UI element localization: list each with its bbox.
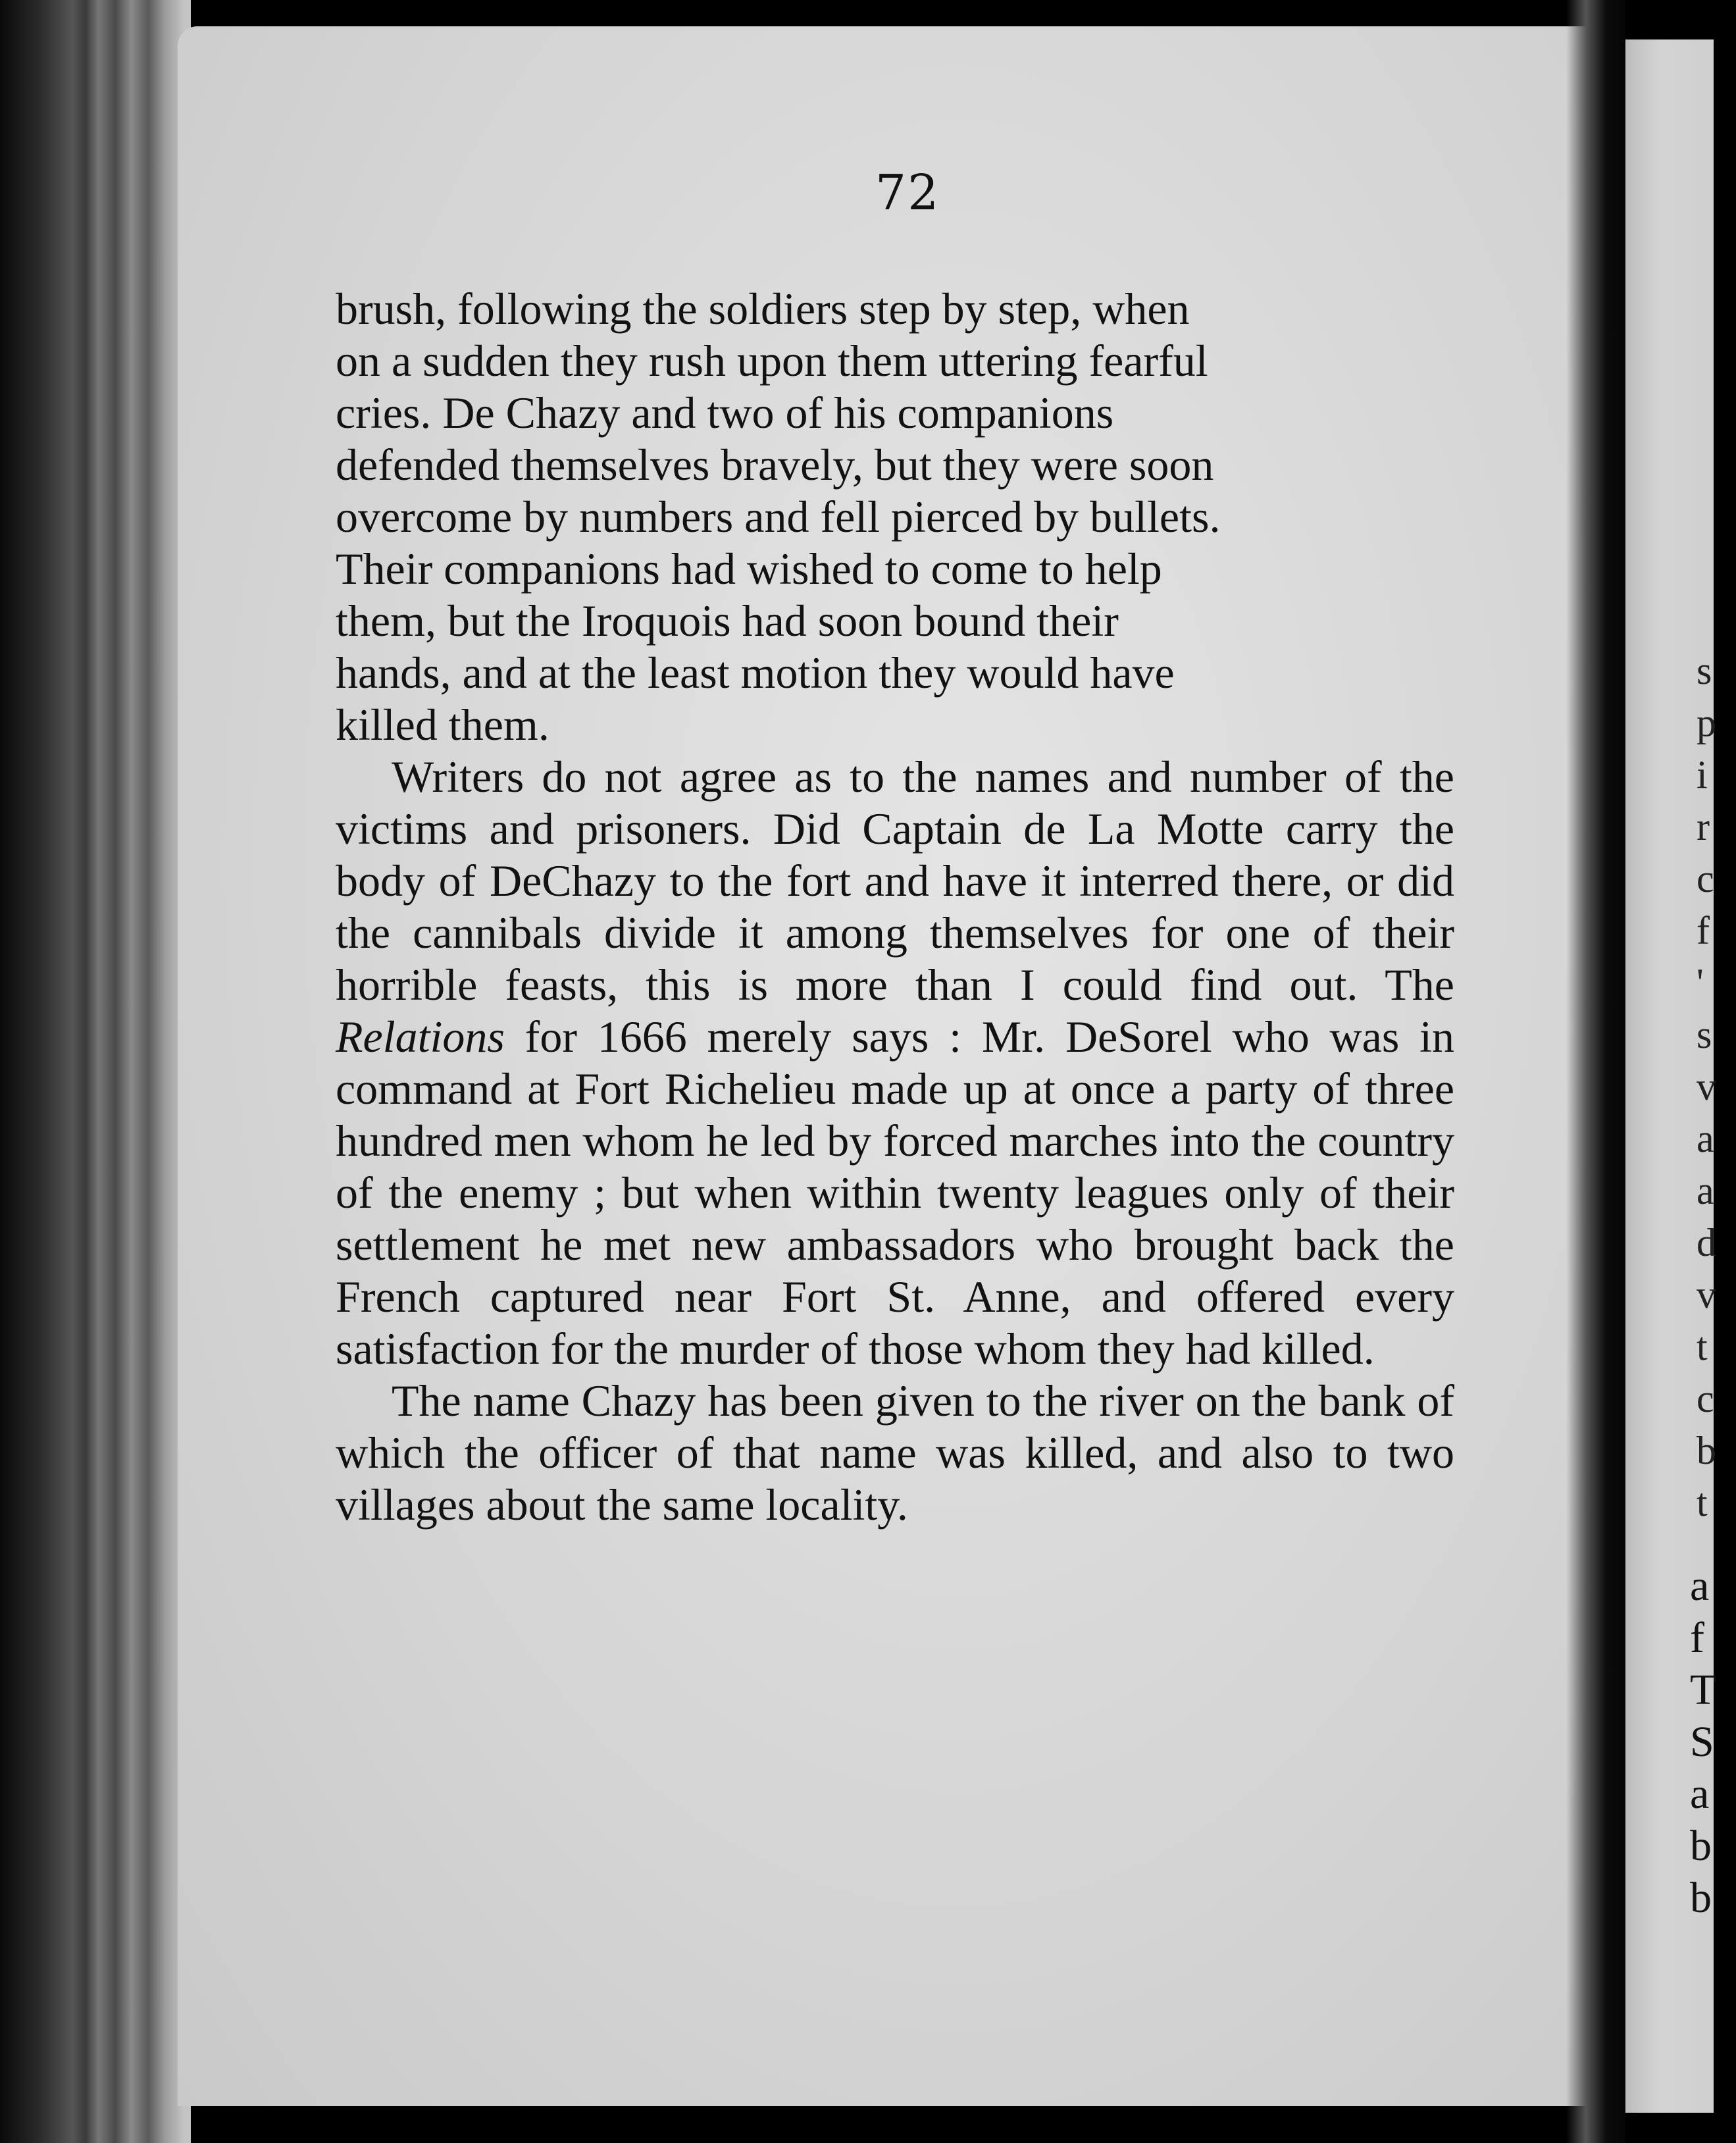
facing-letter: b [1690,1822,1712,1870]
text-line: hands, and at the least motion they would have [336,648,1175,698]
facing-letter: ' [1697,961,1704,1004]
gutter-shadow [1566,0,1625,2143]
facing-letter: v [1697,1273,1716,1316]
facing-letter: c [1697,857,1714,900]
text-line: on a sudden they rush upon them uttering fearful [336,336,1208,386]
paragraph-2-text-a: Writers do not agree as to the names and number of the victims and prisoners. Did Captain de La Motte carry the body of DeChazy to the fort and have it interred there, or did the cannibals divide it among themselves for one of their horrible feasts, this is more than I could find out. The [336,752,1454,1010]
text-line: Their companions had wished to come to help [336,544,1162,594]
facing-letter: r [1697,805,1710,848]
facing-letter: v [1697,1065,1716,1108]
facing-page-text-upper [1697,645,1736,1529]
facing-letter: c [1697,1377,1714,1420]
text-line: killed them. [336,700,549,750]
page-number: 72 [875,165,940,221]
facing-page-text-lower [1690,1560,1729,1924]
facing-letter: S [1690,1718,1714,1766]
book-binding-edge [0,0,191,2143]
relations-title: Relations [336,1012,505,1062]
text-line: overcome by numbers and fell pierced by bullets. [336,492,1221,542]
facing-letter: a [1697,1117,1714,1160]
facing-letter: b [1697,1429,1716,1472]
paragraph-2-text-b: for 1666 merely says : Mr. DeSorel who was in command at Fort Richelieu made up at once a party of three hundred men whom he led by forced marches into the country of the enemy ; but when within twenty leagues only of their settlement he met new ambassadors who brought back the French captured near Fort St. Anne, and offered every satisfaction for the murder of those whom they had killed. [336,1012,1454,1374]
text-line: brush, following the soldiers step by step, when [336,284,1190,334]
paragraph-3: The name Chazy has been given to the river on the bank of which the officer of that name was killed, and also to two villages about the same locality. [336,1376,1454,1530]
facing-letter: T [1690,1666,1717,1714]
facing-letter: s [1697,1013,1712,1056]
facing-letter: f [1697,909,1710,952]
facing-letter: a [1697,1169,1714,1212]
text-line: them, but the Iroquois had soon bound their [336,596,1119,646]
facing-letter: t [1697,1481,1708,1524]
paragraph-1 [336,283,1454,751]
body-text [336,283,1454,1531]
facing-letter: a [1690,1770,1710,1818]
facing-letter: s [1697,649,1712,692]
facing-letter: a [1690,1562,1710,1610]
facing-letter: p [1697,701,1716,744]
facing-letter: i [1697,753,1708,796]
text-line: defended themselves bravely, but they were soon [336,440,1214,490]
facing-letter: d [1697,1221,1716,1264]
facing-letter: b [1690,1874,1712,1922]
paragraph-2 [336,751,1454,1375]
facing-letter: f [1690,1614,1704,1662]
text-line: cries. De Chazy and two of his companions [336,388,1114,438]
facing-letter: t [1697,1325,1708,1368]
